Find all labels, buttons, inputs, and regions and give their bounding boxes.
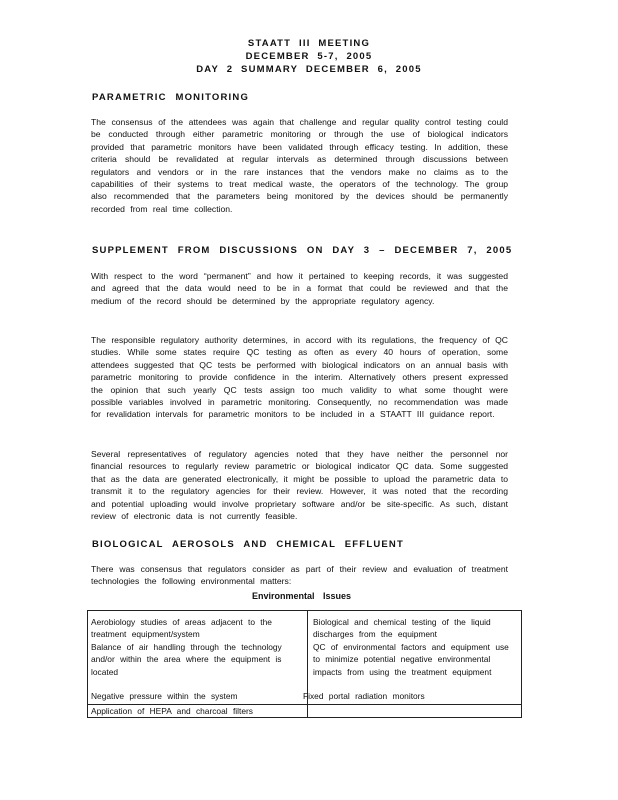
supplement-paragraph-3: Several representatives of regulatory agencies noted that they have neither the personnel nor financial resources to regularly review parametric or biological indicator QC data. Some suggested that as the data are generated electronically, it might be possible to upload the parametric data to transmit it to the regulatory agencies for their review. However, it was noted that the recording and potential uploading would involve proprietary software and/or be site-specific. As such, distant review of electronic data is not currently feasible. xyxy=(91,449,508,522)
table-left-bottom-cell xyxy=(91,705,301,717)
table-left-item: Negative pressure within the system xyxy=(91,691,238,701)
table-right-item: QC of environmental factors and equipment use to minimize potential negative environmental impacts from using the treatment equipment xyxy=(313,641,509,677)
table-left-item: Aerobiology studies of areas adjacent to the treatment equipment/system xyxy=(91,617,272,640)
table-caption: Environmental Issues xyxy=(252,591,352,601)
biological-aerosols-heading: BIOLOGICAL AEROSOLS AND CHEMICAL EFFLUENT xyxy=(92,539,404,550)
table-left-cell xyxy=(91,616,301,701)
supplement-paragraph-1: With respect to the word “permanent” and how it pertained to keeping records, it was suggested and agreed that the data would need to be in a format that could be reviewed and that the medium of the record should be determined by the appropriate regulatory agency. xyxy=(91,271,508,306)
meeting-dates: DECEMBER 5-7, 2005 xyxy=(245,51,373,62)
table-right-item: Biological and chemical testing of the liquid discharges from the equipment xyxy=(313,617,491,640)
meeting-title: STAATT III MEETING xyxy=(247,38,371,49)
biological-paragraph: There was consensus that regulators consider as part of their review and evaluation of treatment technologies the following environmental matters: xyxy=(91,564,508,587)
table-right-cell xyxy=(303,616,518,701)
table-left-item: Application of HEPA and charcoal filters xyxy=(91,706,253,716)
table-left-item: Balance of air handling through the technology and/or within the area where the equipment is located xyxy=(91,641,282,677)
supplement-paragraph-2: The responsible regulatory authority determines, in accord with its regulations, the frequency of QC studies. While some states require QC testing as often as every 40 hours of operation, some attendees suggested that QC tests be performed with biological indicators on an annual basis with parametric monitoring to provide confidence in the interim. Alternatively others present expressed the opinion that such yearly QC tests assign too much validity to what some thought were possible variables involved in parametric monitoring. Consequently, no recommendation was made for revalidation intervals for parametric monitors to be included in a STAATT III guidance report. xyxy=(91,335,508,420)
table-right-item: Fixed portal radiation monitors xyxy=(303,691,425,701)
parametric-paragraph: The consensus of the attendees was again that challenge and regular quality control testing could be conducted through either parametric monitoring or through the use of biological indicators provided that parametric monitors have been validated through efficacy testing. In addition, these criteria should be revalidated at regular intervals as determined through discussions between regulators and vendors or in the rare instances that the vendors make no claims as to the capabilities of their systems to treat medical waste, the operators of the technology. The group also recommended that the parameters being monitored by the devices should be permanently recorded from real time collection. xyxy=(91,117,508,214)
supplement-heading: SUPPLEMENT FROM DISCUSSIONS ON DAY 3 – DECEMBER 7, 2005 xyxy=(92,245,513,256)
day-summary-title: DAY 2 SUMMARY DECEMBER 6, 2005 xyxy=(196,64,422,75)
parametric-monitoring-heading: PARAMETRIC MONITORING xyxy=(92,92,250,103)
